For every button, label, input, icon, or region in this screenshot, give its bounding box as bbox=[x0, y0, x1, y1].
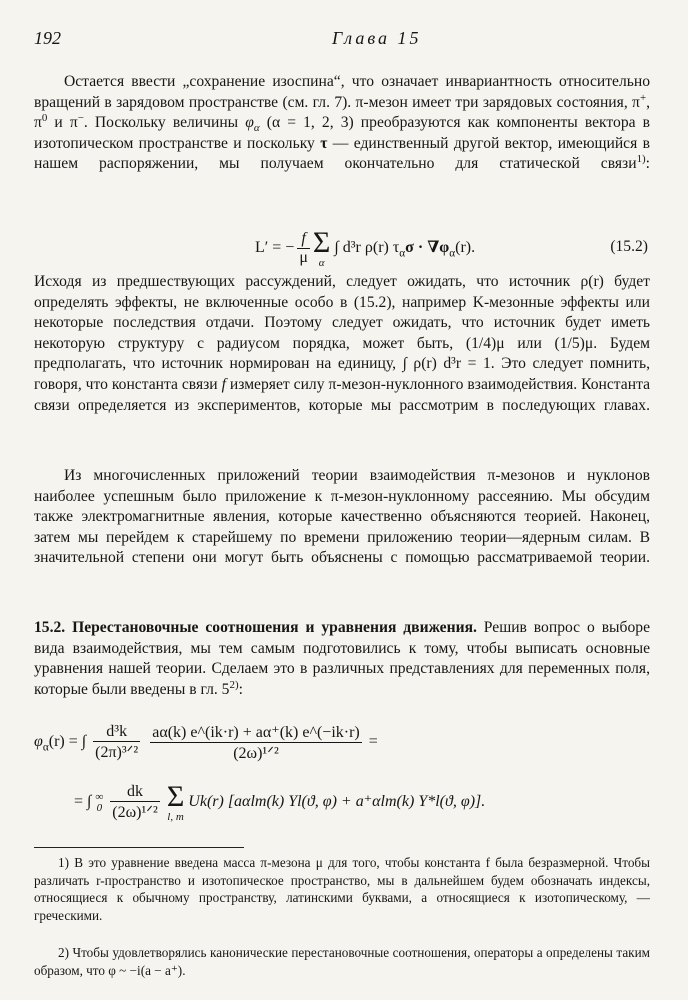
paragraph-section-15-2: 15.2. Перестановочные соотношения и уравнения движения. Решив вопрос о выборе вида взаимодействия, мы тем самым подготовились к тому, чтобы выписать основные уравнения нашей теории. Сделаем это в различных представлениях для переменных поля, которые были введены в гл. 5$^{2)}$: bbox=[34, 619, 650, 698]
paragraph-isospin: Остается ввести „сохранение изоспина“, что означает инвариантность относительно вращений в зарядовом пространстве (см. гл. 7). π-мезон имеет три зарядовых состояния, π+, $\pi^0$ и π−. Поскольку величины $\varphi_\alpha$ (α = 1, 2, 3) преобразуются как компоненты вектора в изотопическом пространстве и поскольку τ — единственный другой вектор, имеющийся в нашем распоряжении, мы получаем окончательно для статической связи$^{1)}$: bbox=[34, 73, 651, 173]
section-heading: 15.2. Перестановочные соотношения и уравнения движения. bbox=[34, 619, 477, 636]
footnote-divider bbox=[34, 847, 244, 848]
equation-partial-waves: = ∫ ∞ 0 $\frac{dk}{\text{(2ω)¹ᐟ²}}$ Σ l, m Uk(r) [aαlm(k) Yl(ϑ, φ) + a⁺αlm(k) Y*l(ϑ, φ)]. bbox=[74, 780, 486, 823]
equation-number: (15.2) bbox=[610, 238, 648, 255]
footnote-2: 2) Чтобы удовлетворялись канонические перестановочные соотношения, операторы a определены таким образом, что φ ~ −i(a − a⁺). bbox=[34, 945, 650, 978]
paragraph-source: Исходя из предшествующих рассуждений, следует ожидать, что источник ρ(r) будет определять эффекты, не включенные особо в (15.2), например K-мезонные эффекты или некоторые последствия отдачи. Поэтому следует ожидать, что источник будет иметь некоторую структуру с радиусом порядка, может быть, (1/4)μ или (1/5)μ. Будем предполагать, что источник нормирован на единицу, ∫ ρ(r) d³r = 1. Это следует помнить, говоря, что константа связи f измеряет силу π-мезон-нуклонного взаимодействия. Константа связи определяется из экспериментов, которые мы рассмотрим в последующих главах. bbox=[34, 273, 650, 414]
equation-phi-expansion: $\varphi_\alpha(r)$ = ∫ $\frac{\text{d³k}}{\text{(2π)³ᐟ²}}$ $\frac{a\alpha(k) e\^{}(ik\cdot r) + a\alpha^+(k) e\^{}(-ik\cdot r)}{\text{(2ω)¹ᐟ²}}$ = bbox=[34, 723, 378, 762]
page-number: 192 bbox=[34, 28, 61, 48]
running-header bbox=[34, 28, 648, 52]
footnote-1: 1) В это уравнение введена масса π-мезона μ для того, чтобы константа f была безразмерной. Чтобы различать r-пространство и изотопическое пространство, мы в дальнейшем будем обозначать индексы, относящиеся к обычному пространству, латинскими буквами, а относящиеся к изотопическому, — греческими. bbox=[34, 855, 650, 923]
equation-15-2: L′ = − $\frac{f}{\mu}$ Σ α ∫ d³r ρ(r) $\tau_\alpha\sigma \cdot \nabla\varphi_\alpha(r)$. bbox=[255, 226, 476, 269]
paragraph-applications: Из многочисленных приложений теории взаимодействия π-мезонов и нуклонов наиболее успешным было приложение к π-мезон-нуклонному рассеянию. Мы обсудим также электромагнитные явления, которые качественно объясняются теорией. Наконец, затем мы перейдем к старейшему по времени приложению теории—ядерным силам. В значительной степени они могут быть объяснены с помощью рассматриваемой теории. bbox=[34, 467, 650, 567]
chapter-title: Глава 15 bbox=[332, 28, 422, 48]
normalization-formula: ∫ ρ(r) d³r = 1. bbox=[402, 355, 495, 373]
